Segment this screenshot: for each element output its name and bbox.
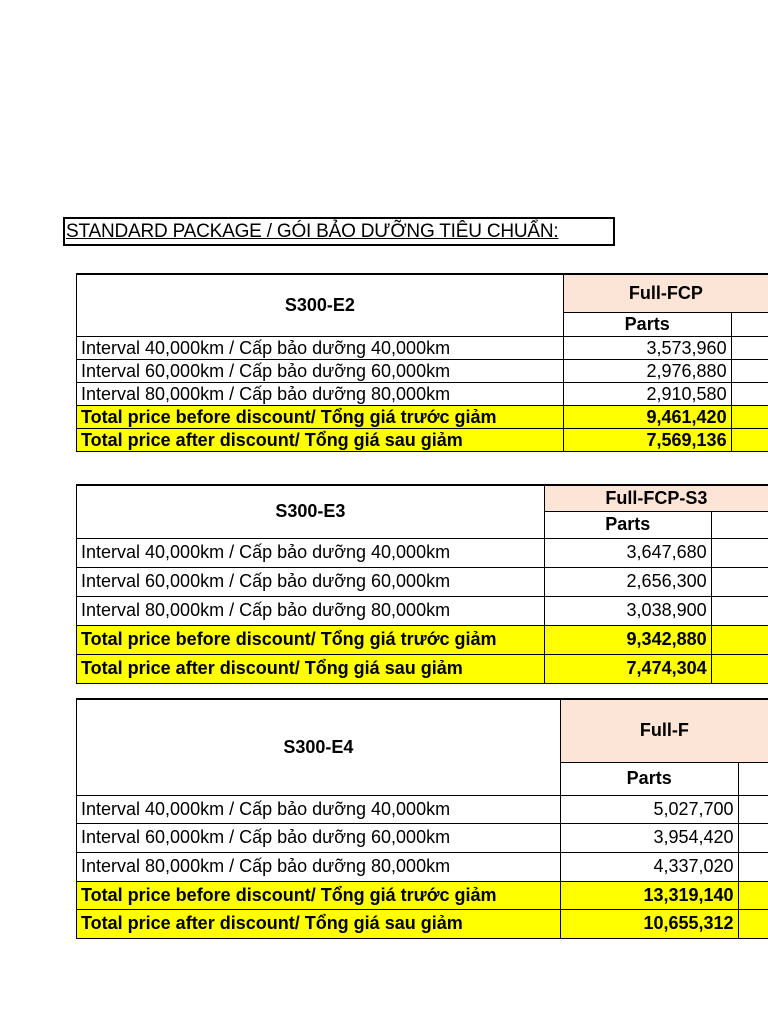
empty-cell (711, 511, 768, 538)
parts-price: 13,319,140 (560, 881, 738, 909)
total-before-discount-row (77, 405, 768, 428)
parts-price: 7,474,304 (544, 654, 711, 683)
table-row (77, 567, 768, 596)
row-label: Interval 80,000km / Cấp bảo dưỡng 80,000km (77, 596, 545, 625)
parts-price: 4,337,020 (560, 852, 738, 881)
table-row (77, 823, 768, 852)
row-label: Total price before discount/ Tổng giá trước giảm (77, 625, 545, 654)
total-before-discount-row (77, 881, 768, 909)
table-row (77, 596, 768, 625)
row-label: Total price before discount/ Tổng giá trước giảm (77, 881, 561, 909)
parts-price: 2,910,580 (563, 382, 731, 405)
row-label: Interval 60,000km / Cấp bảo dưỡng 60,000km (77, 567, 545, 596)
package-group-header: Full-F (560, 699, 768, 762)
parts-price: 10,655,312 (560, 909, 738, 938)
empty-cell (738, 762, 768, 795)
price-table-s300-e2 (76, 273, 768, 452)
table-row (77, 795, 768, 823)
table-row (77, 359, 768, 382)
section-heading: STANDARD PACKAGE / GÓI BẢO DƯỠNG TIÊU CHUẨN: (63, 217, 615, 246)
row-label: Interval 60,000km / Cấp bảo dưỡng 60,000km (77, 359, 564, 382)
row-label: Interval 40,000km / Cấp bảo dưỡng 40,000km (77, 795, 561, 823)
package-group-header: Full-FCP-S3 (544, 485, 768, 511)
model-name: S300-E3 (77, 485, 545, 538)
parts-price: 9,342,880 (544, 625, 711, 654)
table-row (77, 382, 768, 405)
row-label: Interval 40,000km / Cấp bảo dưỡng 40,000km (77, 538, 545, 567)
row-label: Total price after discount/ Tổng giá sau giảm (77, 909, 561, 938)
table-row (77, 336, 768, 359)
row-label: Interval 80,000km / Cấp bảo dưỡng 80,000km (77, 382, 564, 405)
parts-price: 5,027,700 (560, 795, 738, 823)
row-label: Total price before discount/ Tổng giá trước giảm (77, 405, 564, 428)
model-name: S300-E2 (77, 274, 564, 336)
parts-price: 7,569,136 (563, 428, 731, 451)
model-name: S300-E4 (77, 699, 561, 795)
parts-price: 2,976,880 (563, 359, 731, 382)
table-row (77, 852, 768, 881)
total-before-discount-row (77, 625, 768, 654)
empty-cell (731, 312, 768, 336)
parts-price: 9,461,420 (563, 405, 731, 428)
price-table-s300-e4 (76, 698, 768, 939)
table-row (77, 538, 768, 567)
total-after-discount-row (77, 654, 768, 683)
price-table-s300-e3 (76, 484, 768, 684)
row-label: Interval 40,000km / Cấp bảo dưỡng 40,000km (77, 336, 564, 359)
parts-header: Parts (560, 762, 738, 795)
row-label: Total price after discount/ Tổng giá sau giảm (77, 428, 564, 451)
row-label: Interval 80,000km / Cấp bảo dưỡng 80,000km (77, 852, 561, 881)
parts-price: 3,038,900 (544, 596, 711, 625)
parts-header: Parts (563, 312, 731, 336)
row-label: Total price after discount/ Tổng giá sau giảm (77, 654, 545, 683)
package-group-header: Full-FCP (563, 274, 768, 312)
parts-price: 3,573,960 (563, 336, 731, 359)
parts-price: 3,647,680 (544, 538, 711, 567)
parts-header: Parts (544, 511, 711, 538)
row-label: Interval 60,000km / Cấp bảo dưỡng 60,000km (77, 823, 561, 852)
parts-price: 3,954,420 (560, 823, 738, 852)
total-after-discount-row (77, 428, 768, 451)
total-after-discount-row (77, 909, 768, 938)
parts-price: 2,656,300 (544, 567, 711, 596)
